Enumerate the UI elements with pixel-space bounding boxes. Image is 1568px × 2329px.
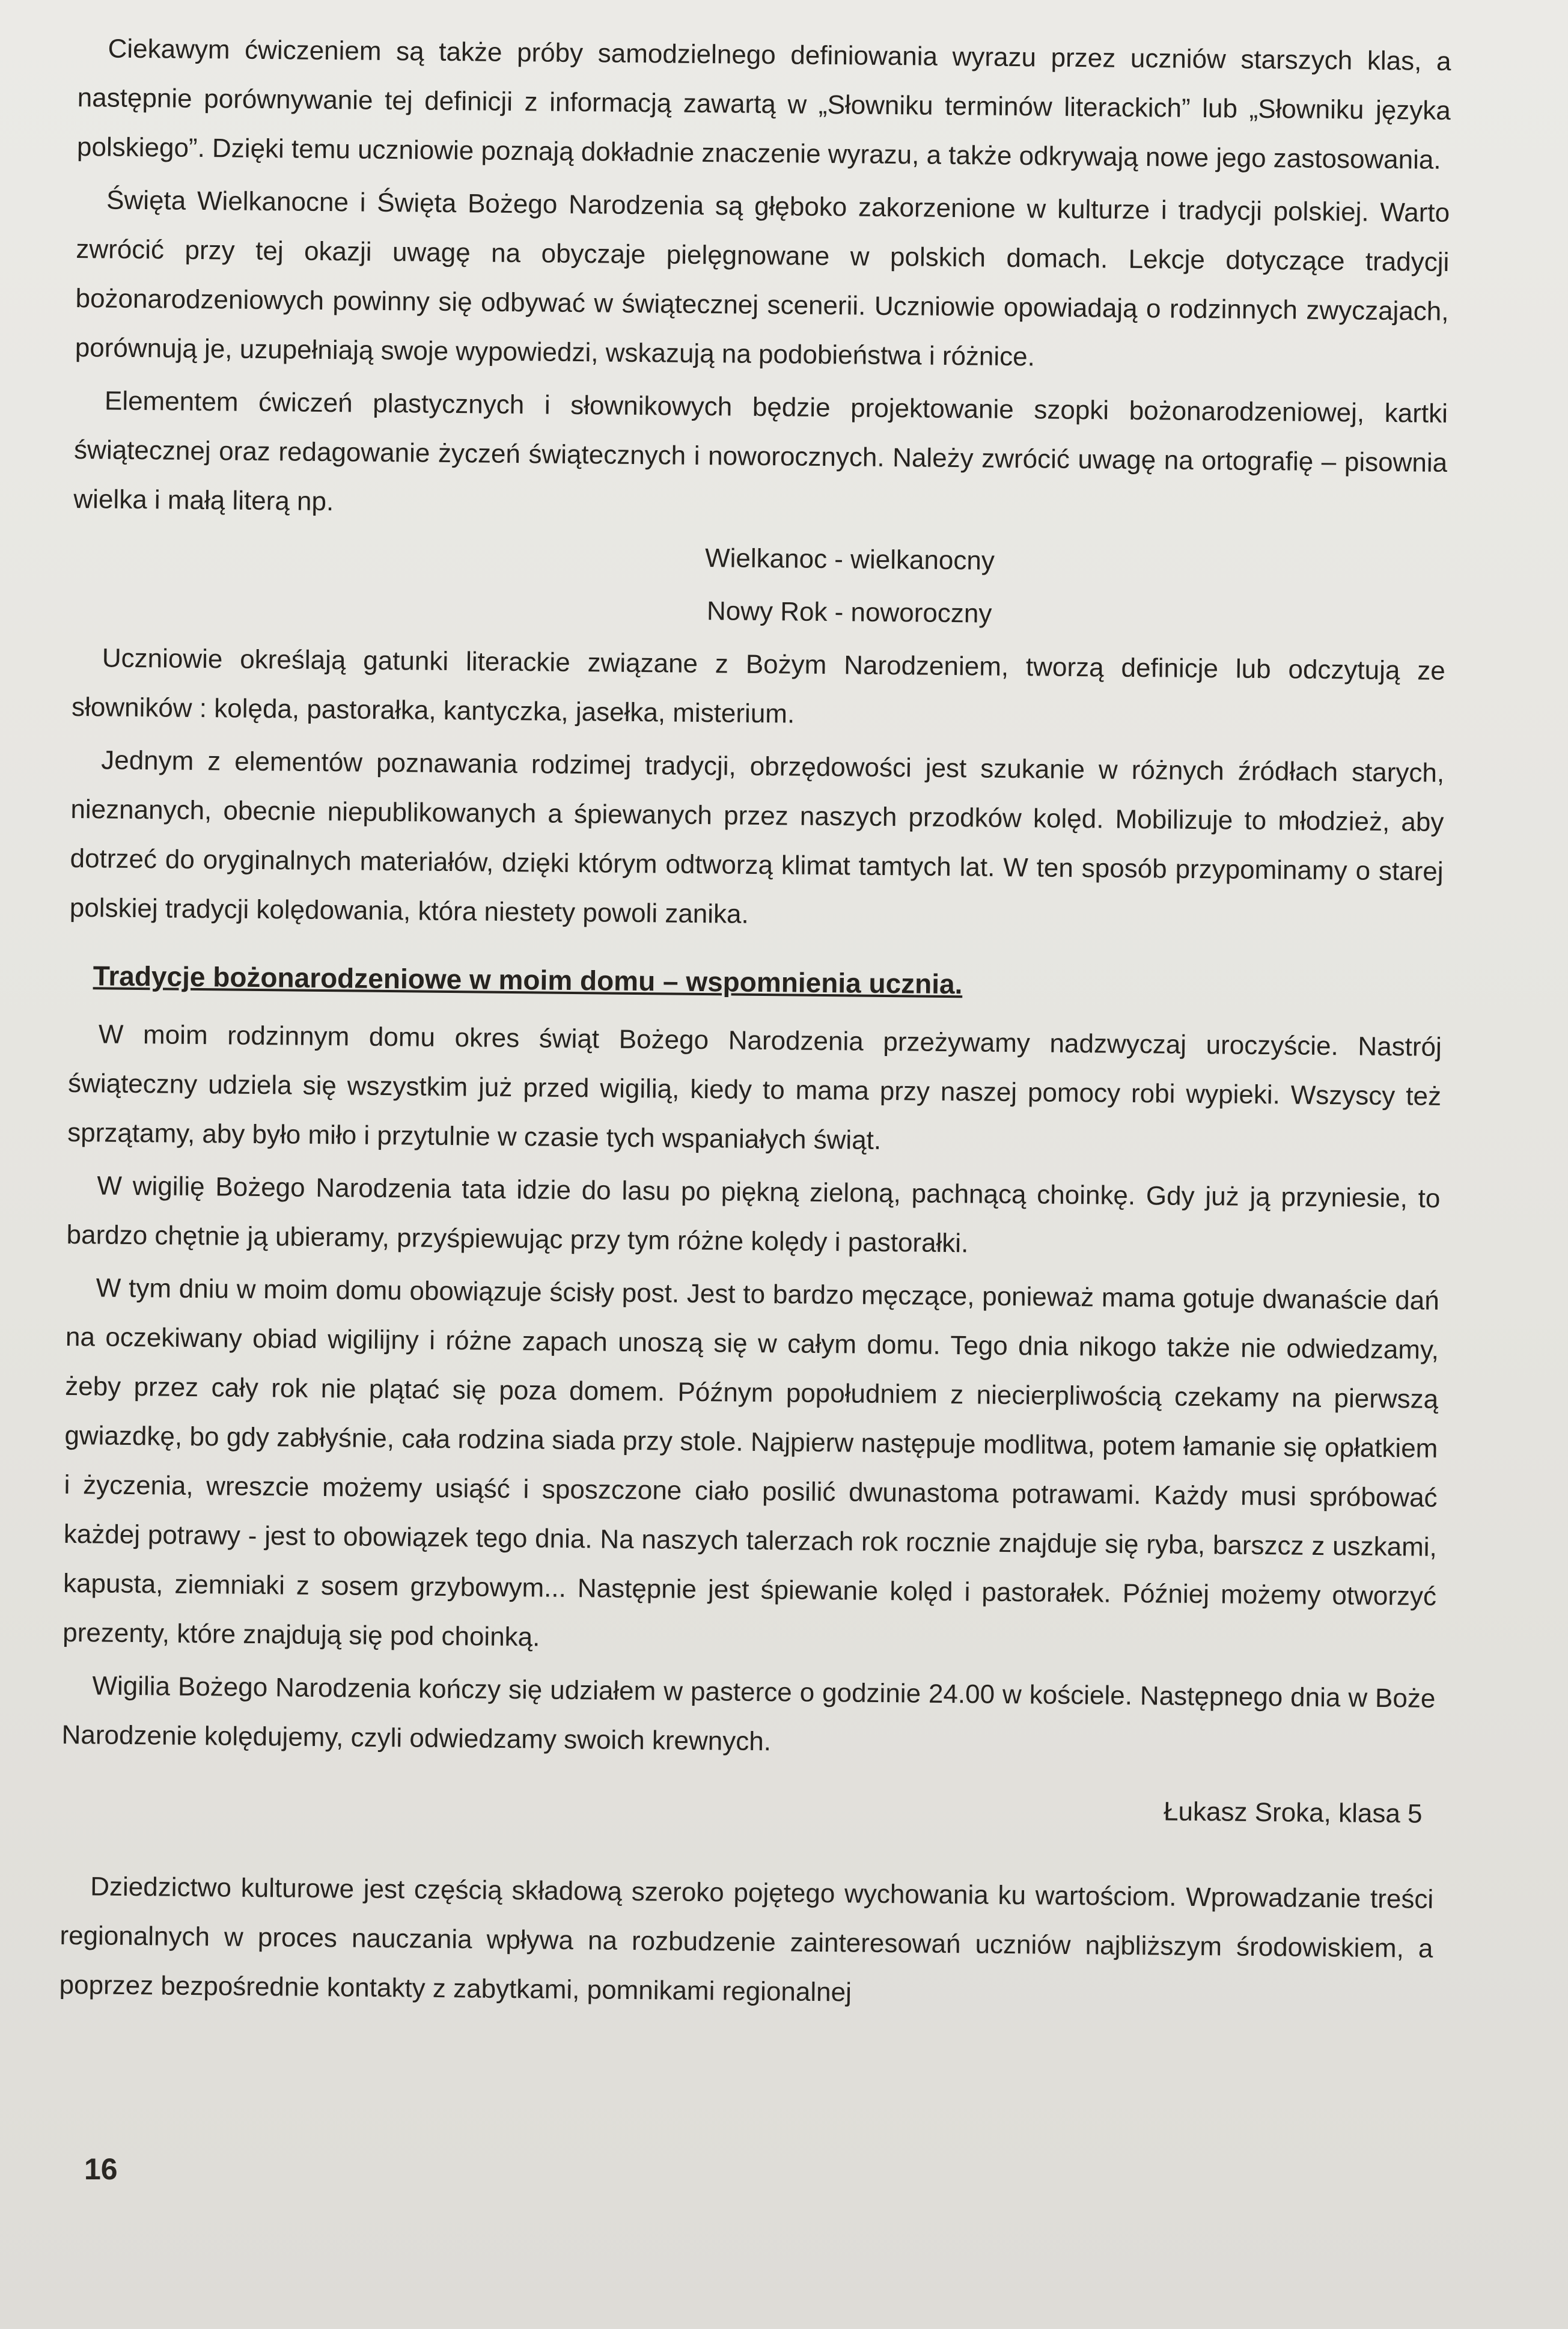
paragraph-carols-tradition: Jednym z elementów poznawania rodzimej tradycji, obrzędowości jest szukanie w różnych źródłach starych, nieznanych, obecnie niepublikowanych a śpiewanych przez naszych przodków kolęd. Mobilizuje to młodzież, aby dotrzeć do oryginalnych materiałów, dzięki którym odtworzą klimat tamtych lat. W ten sposób przypominamy o starej polskiej tradycji kolędowania, która niestety powoli zanika. (69, 745, 1445, 929)
paragraph-easter-christmas: Święta Wielkanocne i Święta Bożego Narodzenia są głęboko zakorzenione w kulturze i tradycji polskiej. Warto zwrócić przy tej okazji uwagę na obyczaje pielęgnowane w polskich domach. Lekcje dotyczące tradycji bożonarodzeniowych powinny się odbywać w świątecznej scenerii. Uczniowie opowiadają o rodzinnych zwyczajach, porównują je, uzupełniają swoje wypowiedzi, wskazują na podobieństwa i różnice. (75, 185, 1450, 372)
example-wielkanoc: Wielkanoc - wielkanocny (704, 543, 995, 576)
story-paragraph-3: W tym dniu w moim domu obowiązuje ścisły post. Jest to bardzo męczące, ponieważ mama gotuje dwanaście dań na oczekiwany obiad wigilijny i różne zapach unoszą się w całym domu. Tego dnia nikogo także nie odwiedzamy, żeby przez cały rok nie plątać się poza domem. Późnym popołudniem z niecierpliwością czekamy na pierwszą gwiazdkę, bo gdy zabłyśnie, cała rodzina siada przy stole. Najpierw następuje modlitwa, potem łamanie się opłatkiem i życzenia, wreszcie możemy usiąść i sposzczone ciało posilić dwunastoma potrawami. Każdy musi spróbować każdej potrawy - jest to obowiązek tego dnia. Na naszych talerzach rok rocznie znajduje się ryba, barszcz z uszkami, kapusta, ziemniaki z sosem grzybowym... Następnie jest śpiewanie kolęd i pastorałek. Później możemy otworzyć prezenty, które znajdują się pod choinką. (63, 1273, 1439, 1652)
paragraph-definitions: Ciekawym ćwiczeniem są także próby samodzielnego definiowania wyrazu przez uczniów starszych klas, a następnie porównywanie tej definicji z informacją zawartą w „Słowniku terminów literackich” lub „Słowniku języka polskiego”. Dzięki temu uczniowie poznają dokładnie znaczenie wyrazu, a także odkrywają nowe jego zastosowania. (76, 34, 1451, 175)
author-signature: Łukasz Sroka, klasa 5 (1163, 1796, 1423, 1829)
paragraph-cultural-heritage: Dziedzictwo kulturowe jest częścią składową szeroko pojętego wychowania ku wartościom. Wprowadzanie treści regionalnych w proces nauczania wpływa na rozbudzenie zainteresowań uczniów najbliższym środowiskiem, a poprzez bezpośrednie kontakty z zabytkami, pomnikami regionalnej (59, 1872, 1434, 2007)
page-number: 16 (84, 2152, 118, 2186)
section-heading: Tradycje bożonarodzeniowe w moim domu – wspomnienia ucznia. (93, 960, 963, 1000)
page-text-block (59, 24, 1451, 2027)
story-paragraph-1: W moim rodzinnym domu okres świąt Bożego Narodzenia przeżywamy nadzwyczaj uroczyście. Nastrój świąteczny udziela się wszystkim już przed wigilią, kiedy to mama przy naszej pomocy robi wypieki. Wszyscy też sprzątamy, aby było miło i przytulnie w czasie tych wspaniałych świąt. (67, 1019, 1442, 1155)
story-paragraph-4: Wigilia Bożego Narodzenia kończy się udziałem w pasterce o godzinie 24.00 w kościele. Następnego dnia w Boże Narodzenie kolędujemy, czyli odwiedzamy swoich krewnych. (61, 1671, 1436, 1757)
example-nowy-rok: Nowy Rok - noworoczny (706, 596, 992, 629)
paragraph-literary-genres: Uczniowie określają gatunki literackie związane z Bożym Narodzeniem, tworzą definicje lub odczytują ze słowników : kolęda, pastorałka, kantyczka, jasełka, misterium. (71, 643, 1446, 729)
story-paragraph-2: W wigilię Bożego Narodzenia tata idzie do lasu po piękną zieloną, pachnącą choinkę. Gdy już ją przyniesie, to bardzo chętnie ją ubieramy, przyśpiewując przy tym różne kolędy i pastorałki. (66, 1171, 1441, 1259)
paragraph-exercises: Elementem ćwiczeń plastycznych i słownikowych będzie projektowanie szopki bożonarodzeniowej, kartki świątecznej oraz redagowanie życzeń świątecznych i noworocznych. Należy zwrócić uwagę na ortografię – pisownia wielka i małą literą np. (73, 386, 1448, 517)
